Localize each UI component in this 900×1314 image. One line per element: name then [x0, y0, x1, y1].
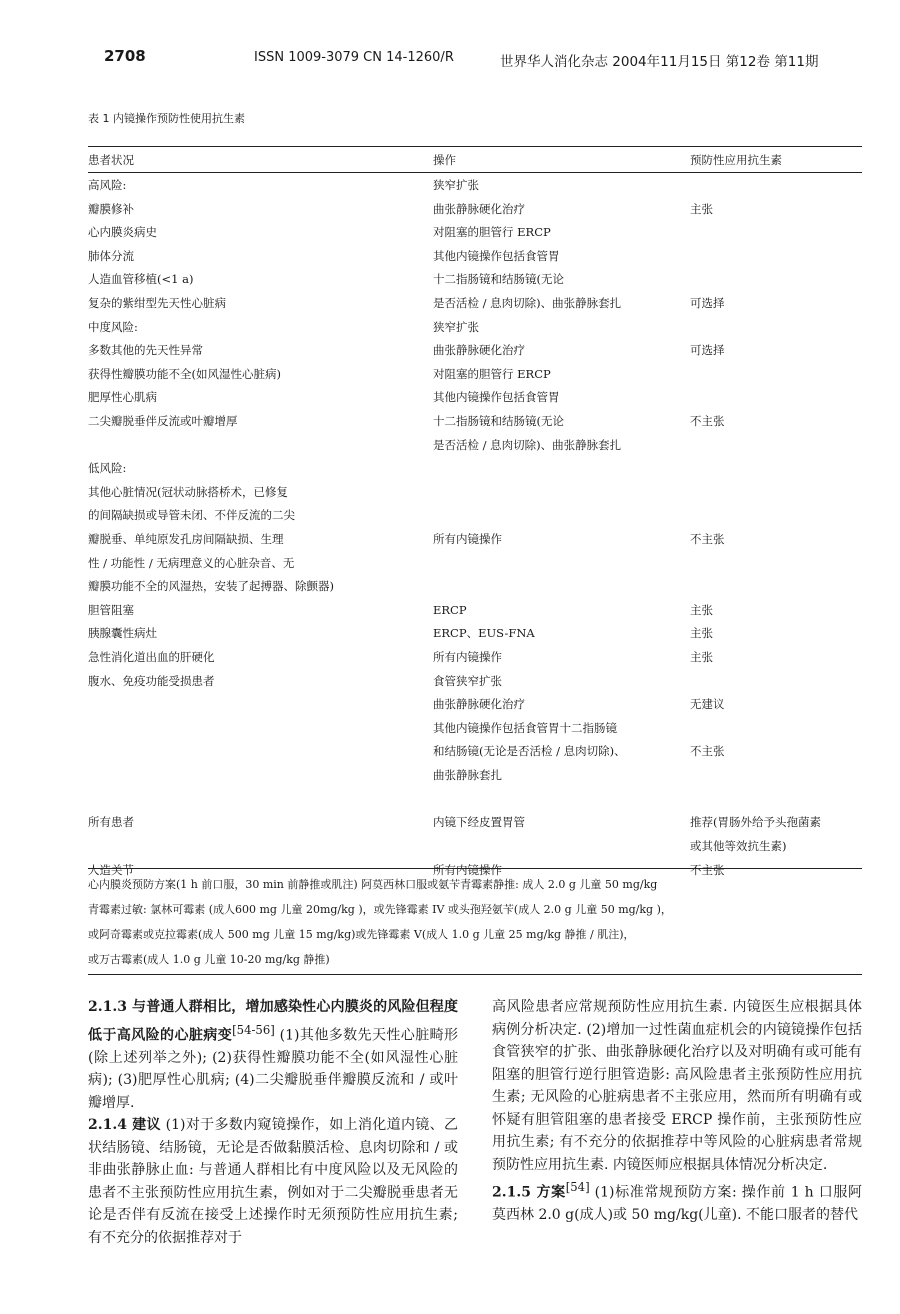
table-cell: 复杂的紫绀型先天性心脏病: [88, 296, 226, 310]
table-cell: 曲张静脉套扎: [433, 768, 502, 782]
table-cell: 主张: [690, 201, 713, 216]
table-cell: 胰腺囊性病灶: [88, 626, 157, 641]
table-cell: 狭窄扩张: [433, 178, 479, 192]
table-cell: 中度风险:: [88, 319, 138, 334]
table-cell: ERCP: [433, 602, 467, 617]
table-cell: 不主张: [690, 862, 725, 877]
table-cell: 曲张静脉硬化治疗: [433, 201, 525, 216]
table-cell: 所有内镜操作: [433, 862, 502, 877]
table-cell: 其他内镜操作包括食管胃: [433, 390, 560, 405]
issn-line: ISSN 1009-3079 CN 14-1260/R: [254, 50, 454, 65]
table-cell: 推荐(胃肠外给予头孢菌素: [690, 815, 821, 830]
col-header-antibiotic: 预防性应用抗生素: [690, 153, 782, 167]
citation: [54]: [565, 1180, 590, 1194]
table-cell: 和结肠镜(无论是否活检 / 息肉切除)、: [433, 744, 626, 759]
table-cell: 是否活检 / 息肉切除)、曲张静脉套扎: [433, 296, 622, 310]
body-right-column: [492, 996, 862, 1227]
table-cell: 不主张: [690, 744, 725, 759]
table-cell: 可选择: [690, 343, 725, 358]
table-cell: 高风险:: [88, 178, 127, 192]
table-top-rule: [88, 146, 862, 147]
journal-info: 世界华人消化杂志 2004年11月15日 第12卷 第11期: [500, 54, 819, 70]
table-cell: 曲张静脉硬化治疗: [433, 697, 525, 712]
table-cell: 不主张: [690, 414, 725, 428]
table-cell: 主张: [690, 626, 713, 641]
citation: [54-56]: [232, 1022, 275, 1037]
section-heading: 2.1.4 建议: [88, 1117, 161, 1134]
table-cell: 多数其他的先天性异常: [88, 343, 203, 358]
table-cell: 主张: [690, 602, 713, 617]
table-cell: ERCP、EUS-FNA: [433, 626, 535, 641]
section-heading: 2.1.5 方案: [492, 1184, 566, 1201]
table-cell: 所有内镜操作: [433, 532, 502, 546]
table-cell: 心内膜炎病史: [88, 225, 157, 240]
table-cell: 或其他等效抗生素): [690, 838, 787, 853]
table-cell: 对阻塞的胆管行 ERCP: [433, 225, 551, 240]
table-cell: 性 / 功能性 / 无病理意义的心脏杂音、无: [88, 555, 295, 570]
table-cell: 主张: [690, 650, 713, 664]
table-cell: 肺体分流: [88, 248, 134, 263]
footnote-line: 或万古霉素(成人 1.0 g 儿童 10-20 mg/kg 静推): [88, 953, 330, 966]
table-cell: 十二指肠镜和结肠镜(无论: [433, 414, 564, 428]
section-continuation: [492, 996, 862, 1176]
table-cell: 人造血管移植(<1 a): [88, 272, 194, 287]
col-header-patient: 患者状况: [88, 153, 134, 167]
table-cell: 内镜下经皮置胃管: [433, 815, 525, 830]
table-cell: 所有患者: [88, 815, 134, 830]
table-cell: 可选择: [690, 296, 725, 310]
table-cell: 其他内镜操作包括食管胃: [433, 248, 560, 263]
table-bottom-rule: [88, 974, 862, 975]
table-cell: 二尖瓣脱垂伴反流或叶瓣增厚: [88, 414, 238, 428]
table-cell: 无建议: [690, 697, 725, 712]
table-cell: 瓣膜功能不全的风湿热，安装了起搏器、除颤器): [88, 579, 334, 594]
section-2-1-4: [88, 1114, 458, 1249]
col-header-procedure: 操作: [433, 153, 456, 167]
table-cell: 低风险:: [88, 461, 127, 476]
section-text: (1)标准常规预防方案: 操作前 1 h 口服阿莫西林 2.0 g(成人)或 50 mg/kg(儿童). 不能口服者的替代: [492, 1184, 862, 1224]
table-cell: 肥厚性心肌病: [88, 390, 157, 405]
table-cell: 急性消化道出血的肝硬化: [88, 650, 215, 664]
table-cell: 其他内镜操作包括食管胃十二指肠镜: [433, 720, 617, 735]
section-text: (1)对于多数内窥镜操作，如上消化道内镜、乙状结肠镜、结肠镜，无论是否做黏膜活检、息肉切除和 / 或非曲张静脉止血: 与普通人群相比有中度风险以及无风险的患者不主张预防性应用抗生素，例如对于二尖瓣脱垂患者无论是否伴有反流在接受上述操作时无须预防性应用抗生素; 有不充分的依据推荐对于: [88, 1117, 458, 1246]
table-caption: 表 1 内镜操作预防性使用抗生素: [88, 112, 245, 125]
footnote-line: 或阿奇霉素或克拉霉素(成人 500 mg 儿童 15 mg/kg)或先锋霉素 V(成人 1.0 g 儿童 25 mg/kg 静推 / 肌注)，: [88, 928, 635, 941]
section-heading: 2.1.3 与普通人群相比，增加感染性心内膜炎的风险但程度低于高风险的心脏病变: [88, 999, 458, 1044]
page-number: 2708: [104, 47, 146, 65]
table-cell: 瓣膜修补: [88, 201, 134, 216]
footnote-line: 青霉素过敏: 氯林可霉素 (成人600 mg 儿童 20mg/kg )，或先锋霉素 IV 或头孢羟氨苄(成人 2.0 g 儿童 50 mg/kg )，: [88, 903, 672, 916]
table-cell: 对阻塞的胆管行 ERCP: [433, 366, 551, 381]
footnote-line: 心内膜炎预防方案(1 h 前口服，30 min 前静推或肌注) 阿莫西林口服或氨苄青霉素静推: 成人 2.0 g 儿童 50 mg/kg: [88, 878, 658, 891]
section-text: 高风险患者应常规预防性应用抗生素. 内镜医生应根据具体病例分析决定. (2)增加一过性菌血症机会的内镜镜操作包括食管狭窄的扩张、曲张静脉硬化治疗以及对明确有或可能有阻塞的胆管行逆行胆管造影: 高风险患者主张预防性应用抗生素; 无风险的心脏病患者不主张应用，然而所有明确有或怀疑有胆管阻塞的患者接受 ERCP 操作前，主张预防性应用抗生素; 有不充分的依据推荐中等风险的心脏病患者常规预防性应用抗生素. 内镜医师应根据具体情况分析决定.: [492, 999, 862, 1173]
table-cell: 获得性瓣膜功能不全(如风湿性心脏病): [88, 366, 281, 381]
table-cell: 胆管阻塞: [88, 602, 134, 617]
table-body-bottom-rule: [88, 868, 862, 869]
table-cell: 十二指肠镜和结肠镜(无论: [433, 272, 564, 287]
table-cell: 不主张: [690, 532, 725, 546]
body-left-column: [88, 996, 458, 1249]
table-cell: 食管狭窄扩张: [433, 673, 502, 688]
table-cell: 瓣脱垂、单纯原发孔房间隔缺损、生理: [88, 532, 284, 546]
section-2-1-5: [492, 1176, 862, 1227]
table-cell: 所有内镜操作: [433, 650, 502, 664]
table-cell: 人造关节: [88, 862, 134, 877]
table-cell: 是否活检 / 息肉切除)、曲张静脉套扎: [433, 437, 622, 452]
table-cell: 曲张静脉硬化治疗: [433, 343, 525, 358]
table-cell: 的间隔缺损或导管未闭、不伴反流的二尖: [88, 508, 295, 523]
table-header-rule: [88, 172, 862, 173]
section-text: (1)其他多数先天性心脏畸形(除上述列举之外); (2)获得性瓣膜功能不全(如风湿性心脏病); (3)肥厚性心肌病; (4)二尖瓣脱垂伴瓣膜反流和 / 或叶瓣增厚.: [88, 1027, 459, 1111]
section-2-1-3: [88, 996, 458, 1114]
table-cell: 狭窄扩张: [433, 319, 479, 334]
table-cell: 腹水、免疫功能受损患者: [88, 673, 215, 688]
table-cell: 其他心脏情况(冠状动脉搭桥术，已修复: [88, 484, 288, 499]
